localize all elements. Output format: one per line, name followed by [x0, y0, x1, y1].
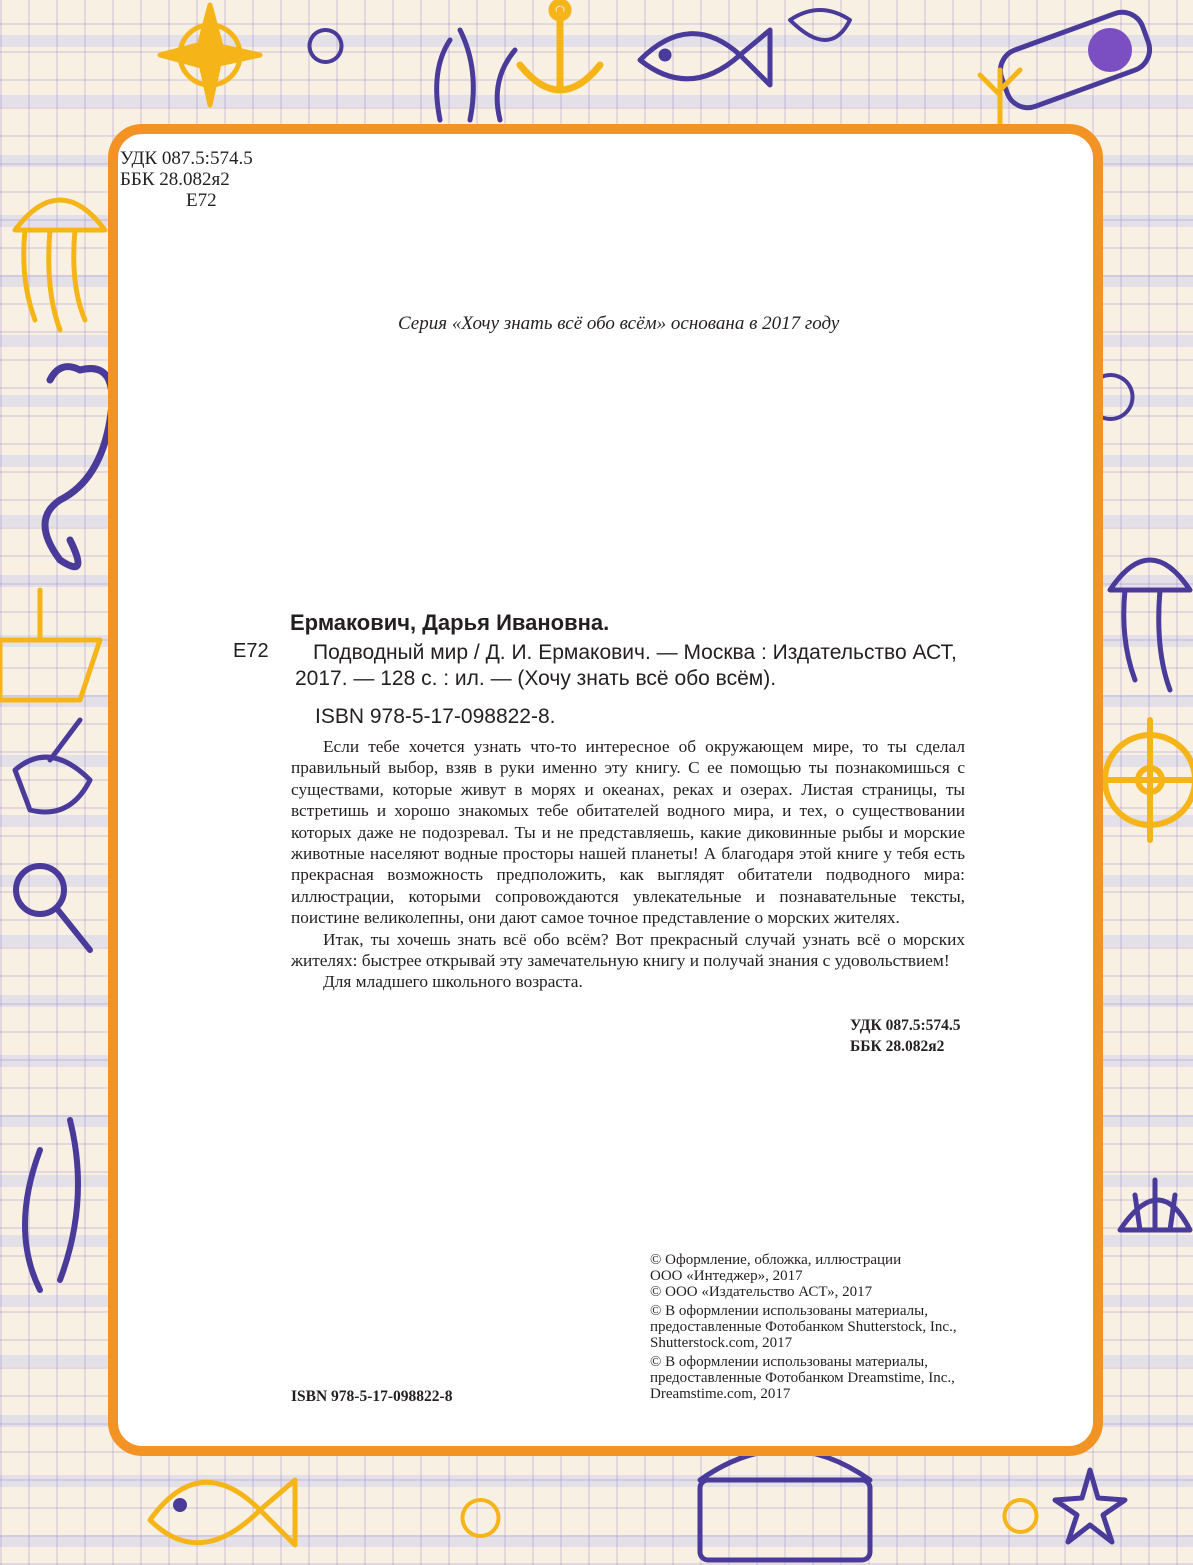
bib-publication-line: 2017. — 128 с. : ил. — (Хочу знать всё обо всём).	[295, 667, 777, 690]
treasure-chest-icon	[700, 1450, 870, 1560]
copyright-line: Shutterstock.com, 2017	[650, 1335, 793, 1351]
isbn-bottom: ISBN 978-5-17-098822-8	[291, 1388, 453, 1405]
starfish-icon	[1055, 1470, 1125, 1542]
author-mark: Е72	[186, 190, 217, 211]
kelp-icon	[25, 1120, 78, 1290]
fish-bottom-icon	[150, 1480, 295, 1545]
coral-icon	[980, 70, 1020, 125]
fish-icon	[640, 30, 770, 85]
copyright-line: предоставленные Фотобанком Dreamstime, Inc.,	[650, 1370, 955, 1386]
magnifier-icon	[16, 866, 90, 950]
copyright-design	[650, 1252, 980, 1300]
bib-author-mark: Е72	[233, 640, 269, 662]
annotation-paragraph: Для младшего школьного возраста.	[323, 972, 583, 992]
classification-block	[850, 1015, 961, 1057]
seahorse-icon	[45, 367, 112, 567]
copyright-line: © Оформление, обложка, иллюстрации	[650, 1252, 902, 1268]
bbk-code: ББК 28.082я2	[120, 169, 230, 190]
copyright-line: © В оформлении использованы материалы,	[650, 1303, 928, 1319]
series-text: «Хочу знать всё обо всём» основана в 2017 году	[451, 313, 840, 334]
copyright-line: © ООО «Издательство АСТ», 2017	[650, 1284, 873, 1300]
copyright-shutterstock	[650, 1303, 980, 1351]
catalog-block	[120, 148, 253, 211]
compass-rose-icon	[160, 5, 260, 105]
bbk-code-bottom: ББК 28.082я2	[850, 1038, 945, 1055]
ship-icon	[0, 590, 100, 700]
seaweed-icon	[437, 30, 515, 120]
annotation-paragraph: Итак, ты хочешь знать всё обо всём? Вот прекрасный случай узнать всё о морских жителях: быстрее открывай эту замечательную книгу и получай знания с удовольствием!	[291, 929, 965, 971]
jellyfish-icon	[15, 200, 105, 330]
annotation	[291, 736, 965, 993]
series-prefix: Серия	[398, 313, 452, 334]
copyright-line: Dreamstime.com, 2017	[650, 1386, 791, 1402]
annotation-paragraph: Если тебе хочется узнать что-то интересное об окружающем мире, то ты сделал правильный выбор, взяв в руки именно эту книгу. С ее помощью ты познакомишься с существами, которые живут в морях и океанах, реках и озерах. Листая страницы, ты встретишь и хорошо знакомых тебе обитателей водного мира, и тех, о существовании которых даже не подозревал. Ты и не представляешь, какие диковинные рыбы и морские животные населяют водные просторы нашей планеты! А благодаря этой книге у тебя есть прекрасная возможность предположить, как выглядят обитатели подводного мира: иллюстрации, которыми сопровождаются увлекательные и познавательные тексты, поистине великолепны, они дают самое точное представление о морских жителях.	[291, 737, 965, 928]
jellyfish-right-icon	[1110, 560, 1190, 690]
bib-author: Ермакович, Дарья Ивановна.	[290, 610, 610, 635]
copyright-line: © В оформлении использованы материалы,	[650, 1354, 928, 1370]
spiral-shell-icon	[462, 1500, 1036, 1536]
bib-title-line: Подводный мир / Д. И. Ермакович. — Москва : Издательство АСТ,	[313, 641, 957, 664]
anchor-icon	[520, 2, 600, 90]
bib-isbn: ISBN 978-5-17-098822-8.	[315, 705, 556, 728]
udk-code-bottom: УДК 087.5:574.5	[850, 1017, 961, 1034]
copyright-line: ООО «Интеджер», 2017	[650, 1268, 803, 1284]
series-note	[398, 313, 839, 335]
scallop-icon	[1120, 1180, 1190, 1230]
ships-wheel-icon	[1090, 720, 1193, 840]
bottle-icon	[994, 6, 1155, 114]
seagull-icon	[15, 720, 90, 812]
copyright-line: предоставленные Фотобанком Shutterstock, Inc.,	[650, 1319, 957, 1335]
copyright-block	[650, 1252, 980, 1405]
udk-code: УДК 087.5:574.5	[120, 148, 253, 169]
copyright-dreamstime	[650, 1354, 980, 1402]
